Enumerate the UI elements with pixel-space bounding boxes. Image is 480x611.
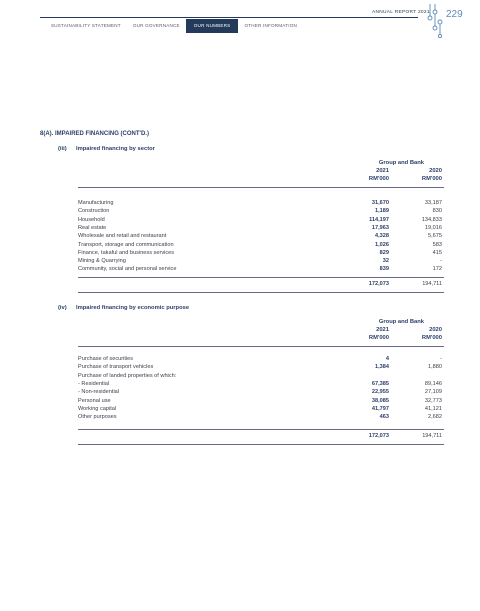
value-2021: 4,328 [375, 233, 389, 240]
unit-2020-header: RM'000 [421, 335, 442, 341]
total-2020: 194,711 [422, 433, 442, 439]
row-label: Wholesale and retail and restaurant [78, 233, 167, 240]
year-2021-header: 2021 [376, 168, 389, 174]
row-label: - Residential [78, 380, 110, 387]
value-2021: 1,026 [375, 241, 389, 248]
value-2020: - [440, 258, 442, 265]
value-2020: 19,016 [424, 224, 442, 231]
table-row [78, 199, 444, 207]
subsection-heading-sector [58, 146, 258, 154]
row-label: Purchase of transport vehicles [78, 364, 154, 371]
nav-sustainability-statement[interactable]: SUSTAINABILITY STATEMENT [51, 23, 121, 28]
table-row [78, 207, 444, 215]
report-title: ANNUAL REPORT 2021 [372, 10, 430, 15]
row-label: Finance, takaful and business services [78, 249, 175, 256]
value-2020: 830 [432, 208, 442, 215]
value-2020: - [440, 356, 442, 362]
subsection-number: (iv) [58, 305, 67, 311]
table-row [78, 413, 444, 421]
nav-our-numbers[interactable]: OUR NUMBERS [186, 19, 239, 33]
unit-2021-header: RM'000 [368, 335, 389, 341]
value-2020: 32,773 [424, 397, 442, 404]
value-2020: 415 [432, 249, 442, 256]
total-2020: 194,711 [422, 281, 442, 287]
section-title: 8(A). IMPAIRED FINANCING (CONT'D.) [40, 131, 149, 137]
subsection-title: Impaired financing by economic purpose [76, 305, 190, 311]
group-and-bank-label: Group and Bank [378, 319, 424, 325]
value-2020: 33,187 [424, 200, 442, 206]
row-label: Purchase of landed properties of which: [78, 372, 177, 379]
value-2020: 5,675 [428, 233, 442, 240]
table-row [78, 257, 444, 265]
year-2020-header: 2020 [429, 327, 442, 333]
row-label: Community, social and personal service [78, 266, 177, 273]
value-2021: 67,385 [371, 380, 389, 387]
table-row [78, 241, 444, 249]
value-2021: 22,955 [371, 389, 389, 396]
total-divider-top [78, 429, 444, 430]
row-label: Manufacturing [78, 200, 114, 206]
value-2021: 1,189 [375, 208, 389, 215]
row-label: Construction [78, 208, 110, 215]
value-2020: 89,146 [424, 380, 442, 387]
row-label: Purchase of securities [78, 356, 134, 362]
value-2020: 134,833 [421, 216, 442, 223]
value-2021: 31,670 [371, 200, 389, 206]
value-2021: 17,963 [371, 224, 389, 231]
total-2021: 172,073 [368, 281, 389, 287]
value-2021: 41,797 [371, 405, 389, 412]
table-row [78, 380, 444, 388]
row-label: Real estate [78, 224, 107, 231]
header-divider [78, 346, 444, 347]
table-row [78, 405, 444, 413]
table-row [78, 355, 444, 363]
value-2021: 829 [379, 249, 389, 256]
value-2021: 4 [385, 356, 389, 362]
row-label: Mining & Quarrying [78, 258, 126, 265]
value-2021: 463 [379, 414, 389, 421]
value-2021: 38,085 [371, 397, 389, 404]
value-2020: 172 [432, 266, 442, 273]
nav-other-information[interactable]: OTHER INFORMATION [244, 23, 298, 28]
value-2020: 1,880 [428, 364, 442, 371]
total-divider-top [78, 277, 444, 278]
row-label: Other purposes [78, 414, 117, 421]
circuit-logo-icon [425, 4, 445, 43]
row-label: Working capital [78, 405, 117, 412]
purpose-total-row [78, 432, 444, 440]
value-2020: 2,682 [428, 414, 442, 421]
nav-our-governance[interactable]: OUR GOVERNANCE [132, 23, 180, 28]
table-row [78, 363, 444, 371]
unit-2021-header: RM'000 [368, 176, 389, 182]
table-row [78, 216, 444, 224]
page-number: 229 [446, 9, 463, 20]
subsection-number: (iii) [58, 146, 67, 152]
group-and-bank-label: Group and Bank [378, 160, 424, 166]
row-label: Personal use [78, 397, 111, 404]
table-row [78, 397, 444, 405]
value-2021: 839 [379, 266, 389, 273]
header-divider [78, 187, 444, 188]
row-label: Household [78, 216, 105, 223]
subsection-title: Impaired financing by sector [76, 146, 155, 152]
value-2020: 583 [432, 241, 442, 248]
table-row [78, 265, 444, 273]
table-row [78, 372, 444, 380]
row-label: - Non-residential [78, 389, 120, 396]
table-row [78, 388, 444, 396]
total-divider-bottom [78, 292, 444, 293]
sector-total-row [78, 280, 444, 288]
row-label: Transport, storage and communication [78, 241, 174, 248]
year-2020-header: 2020 [429, 168, 442, 174]
table-row [78, 249, 444, 257]
value-2020: 41,121 [424, 405, 442, 412]
total-2021: 172,073 [368, 433, 389, 439]
header-rule [40, 17, 418, 18]
value-2021: 114,197 [369, 216, 389, 223]
value-2021: 1,384 [375, 364, 389, 371]
subsection-heading-purpose [58, 305, 318, 313]
section-nav [40, 19, 303, 33]
value-2021: 32 [382, 258, 389, 265]
year-2021-header: 2021 [376, 327, 389, 333]
table-row [78, 224, 444, 232]
table-row [78, 232, 444, 240]
value-2020: 27,109 [424, 389, 442, 396]
unit-2020-header: RM'000 [421, 176, 442, 182]
total-divider-bottom [78, 444, 444, 445]
